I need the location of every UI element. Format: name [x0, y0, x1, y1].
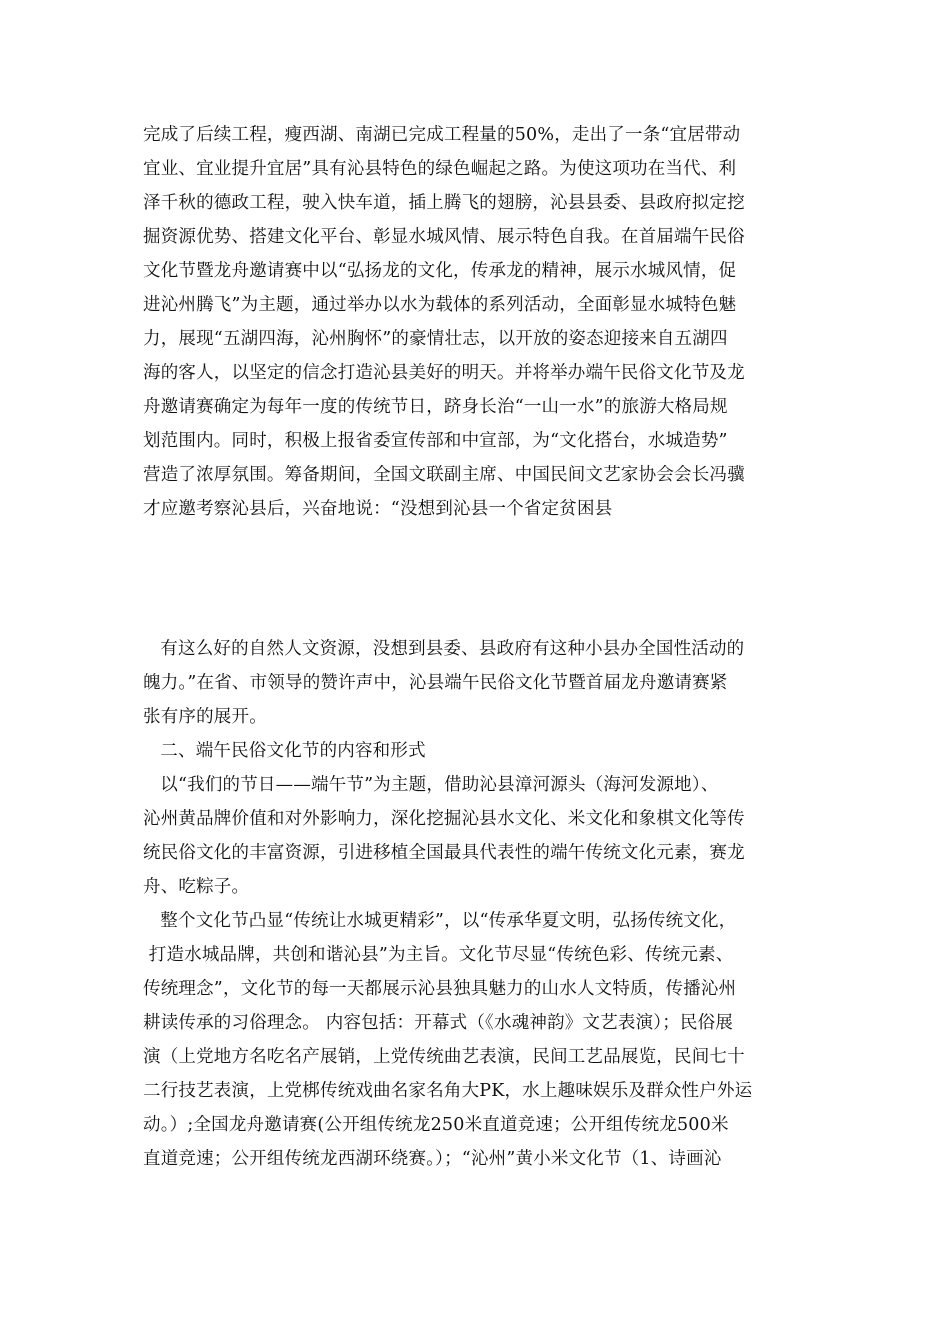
paragraph-line: 划范围内。同时，积极上报省委宣传部和中宣部，为“文化搭台，水城造势”	[143, 431, 728, 451]
paragraph-line: 进沁州腾飞”为主题，通过举办以水为载体的系列活动，全面彰显水城特色魅	[143, 295, 737, 315]
paragraph-line: 打造水城品牌，共创和谐沁县”为主旨。文化节尽显“传统色彩、传统元素、	[143, 945, 734, 965]
paragraph-line: 海的客人，以坚定的信念打造沁县美好的明天。并将举办端午民俗文化节及龙	[143, 363, 745, 383]
paragraph-line: 二行技艺表演，上党梆传统戏曲名家名角大PK，水上趣味娱乐及群众性户外运	[143, 1081, 753, 1101]
paragraph-line: 文化节暨龙舟邀请赛中以“弘扬龙的文化，传承龙的精神，展示水城风情，促	[143, 261, 737, 281]
paragraph-line: 统民俗文化的丰富资源，引进移植全国最具代表性的端午传统文化元素，赛龙	[143, 843, 745, 863]
text-block-top	[143, 118, 803, 526]
paragraph-line: 力，展现“五湖四海，沁州胸怀”的豪情壮志，以开放的姿态迎接来自五湖四	[143, 329, 728, 349]
paragraph-line: 二、端午民俗文化节的内容和形式	[143, 741, 426, 761]
paragraph-line: 直道竞速；公开组传统龙西湖环绕赛。）；“沁州”黄小米文化节（1、诗画沁	[143, 1149, 722, 1169]
paragraph-line: 宜业、宜业提升宜居”具有沁县特色的绿色崛起之路。为使这项功在当代、利	[143, 159, 737, 179]
paragraph-line: 有这么好的自然人文资源，没想到县委、县政府有这种小县办全国性活动的	[143, 639, 745, 659]
paragraph-line: 传统理念”，文化节的每一天都展示沁县独具魅力的山水人文特质，传播沁州	[143, 979, 737, 999]
paragraph-line: 张有序的展开。	[143, 707, 267, 727]
paragraph-line: 掘资源优势、搭建文化平台、彰显水城风情、展示特色自我。在首届端午民俗	[143, 227, 745, 247]
paragraph-line: 才应邀考察沁县后，兴奋地说：“没想到沁县一个省定贫困县	[143, 499, 613, 519]
paragraph-line: 整个文化节凸显“传统让水城更精彩”，以“传承华夏文明，弘扬传统文化，	[143, 911, 737, 931]
paragraph-line: 耕读传承的习俗理念。 内容包括：开幕式（《水魂神韵》文艺表演）；民俗展	[143, 1013, 734, 1033]
paragraph-line: 完成了后续工程，瘦西湖、南湖已完成工程量的50%，走出了一条“宜居带动	[143, 125, 741, 145]
paragraph-line: 魄力。”在省、市领导的赞许声中，沁县端午民俗文化节暨首届龙舟邀请赛紧	[143, 673, 728, 693]
text-block-bottom	[143, 632, 803, 1176]
paragraph-line: 舟、吃粽子。	[143, 877, 250, 897]
paragraph-line: 以“我们的节日——端午节”为主题，借助沁县漳河源头（海河发源地）、	[143, 775, 719, 795]
paragraph-line: 营造了浓厚氛围。筹备期间，全国文联副主席、中国民间文艺家协会会长冯骥	[143, 465, 745, 485]
paragraph-line: 泽千秋的德政工程，驶入快车道，插上腾飞的翅膀，沁县县委、县政府拟定挖	[143, 193, 745, 213]
paragraph-line: 动。）;全国龙舟邀请赛(公开组传统龙250米直道竞速；公开组传统龙500米	[143, 1115, 729, 1135]
paragraph-line: 演（上党地方名吃名产展销，上党传统曲艺表演，民间工艺品展览，民间七十	[143, 1047, 745, 1067]
paragraph-line: 舟邀请赛确定为每年一度的传统节日，跻身长治“一山一水”的旅游大格局规	[143, 397, 728, 417]
paragraph-line: 沁州黄品牌价值和对外影响力，深化挖掘沁县水文化、米文化和象棋文化等传	[143, 809, 745, 829]
